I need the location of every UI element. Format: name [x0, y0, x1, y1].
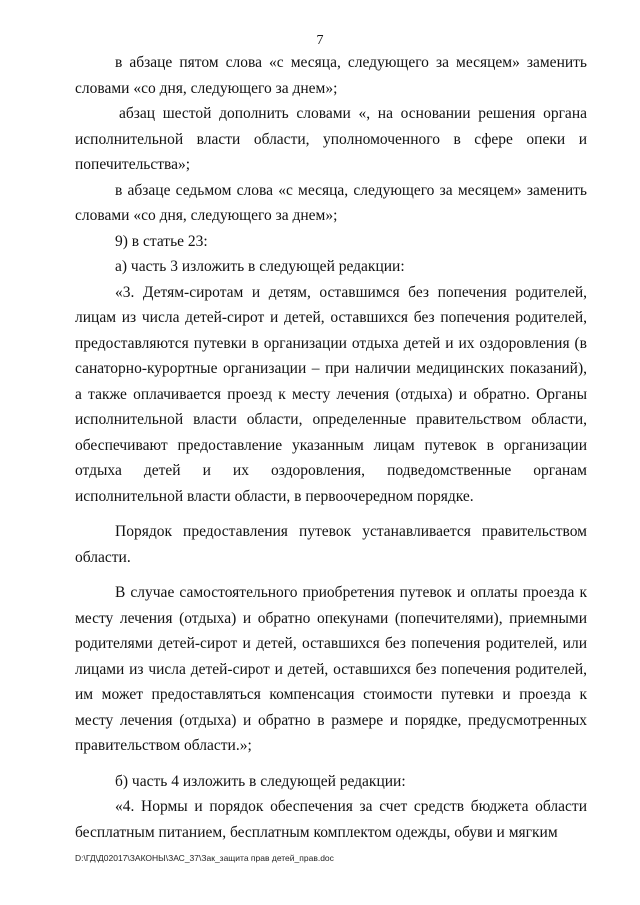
document-file-path: D:\ГД\Д02017\ЗАКОНЫ\ЗАС_37\Зак_защита прав детей_прав.doc	[75, 853, 334, 863]
paragraph-amend-fifth: в абзаце пятом слова «с месяца, следующего за месяцем» заменить словами «со дня, следующего за днем»;	[75, 54, 587, 97]
page-number: 7	[316, 33, 324, 48]
paragraph-amend-sixth: абзац шестой дополнить словами «, на основании решения органа исполнительной власти области, уполномоченного в сфере опеки и попечительства»;	[75, 105, 587, 173]
paragraph-article-23: 9) в статье 23:	[115, 232, 208, 250]
document-body	[75, 50, 587, 845]
paragraph-part-4-heading: б) часть 4 изложить в следующей редакции:	[115, 772, 406, 790]
paragraph-part-4-text: «4. Нормы и порядок обеспечения за счет средств бюджета области бесплатным питанием, бесплатным комплектом одежды, обуви и мягким	[75, 798, 587, 841]
paragraph-amend-seventh: в абзаце седьмом слова «с месяца, следующего за месяцем» заменить словами «со дня, следующего за днем»;	[75, 181, 587, 224]
paragraph-compensation: В случае самостоятельного приобретения путевок и оплаты проезда к месту лечения (отдыха) и обратно опекунами (попечителями), приемными родителями детей-сирот и детей, оставшихся без попечения родителей, или лицами из числа детей-сирот и детей, оставшихся без попечения родителей, им может предоставляться компенсация стоимости путевки и проезда к месту лечения (отдыха) и обратно в размере и порядке, предусмотренных правительством области.»;	[75, 584, 587, 754]
paragraph-part-3-heading: а) часть 3 изложить в следующей редакции:	[115, 258, 405, 275]
paragraph-voucher-procedure: Порядок предоставления путевок устанавливается правительством области.	[75, 523, 587, 566]
paragraph-part-3-text: «3. Детям-сиротам и детям, оставшимся без попечения родителей, лицам из числа детей-сирот и детей, оставшихся без попечения родителей, предоставляются путевки в организации отдыха детей и их оздоровления (в санаторно-курортные организации – при наличии медицинских показаний), а также оплачивается проезд к месту лечения (отдыха) и обратно. Органы исполнительной власти области, определенные правительством области, обеспечивают предоставление указанным лицам путевок в организации отдыха детей и их оздоровления, подведомственные органам исполнительной власти области, в первоочередном порядке.	[75, 283, 587, 505]
